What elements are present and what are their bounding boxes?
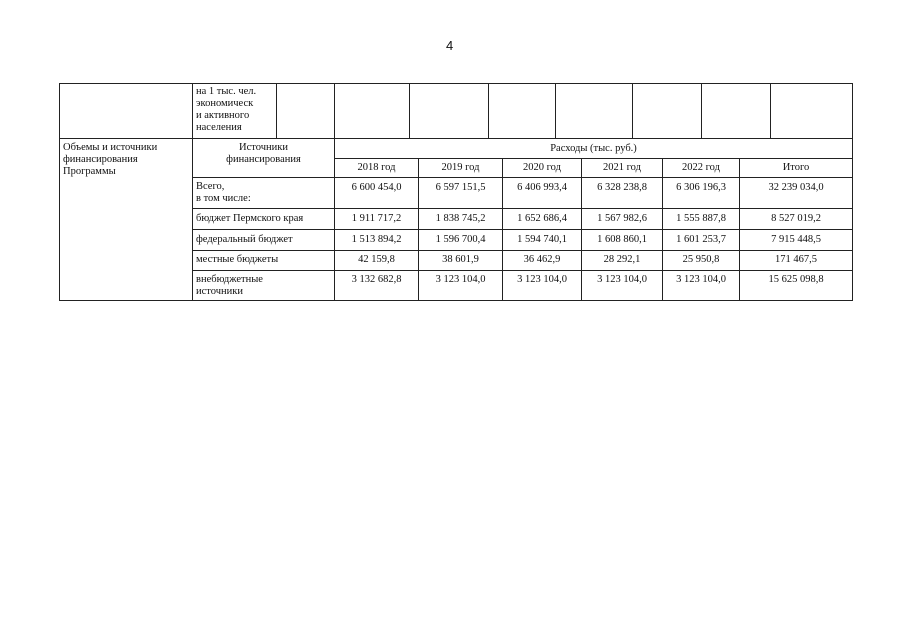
source-label-line: Всего, <box>196 181 225 192</box>
value-text: 1 513 894,2 <box>351 234 402 245</box>
total-text: 7 915 448,5 <box>771 234 821 245</box>
total-text: 8 527 019,2 <box>771 213 821 224</box>
total-text: 32 239 034,0 <box>768 182 824 193</box>
total-text: 171 467,5 <box>775 254 817 265</box>
expenses-header: Расходы (тыс. руб.) <box>550 143 637 154</box>
value-text: 28 292,1 <box>603 254 641 265</box>
value-text: 6 597 151,5 <box>435 182 486 193</box>
value-cell <box>770 83 853 139</box>
total-text: 15 625 098,8 <box>768 274 824 285</box>
value-text: 38 601,9 <box>442 254 479 265</box>
value-text: 1 911 717,2 <box>351 213 402 224</box>
value-text: 1 608 860,1 <box>597 234 647 245</box>
value-cell <box>632 83 702 139</box>
total-header: Итого <box>782 162 810 173</box>
value-text: 3 132 682,8 <box>351 274 402 285</box>
source-label-line: внебюджетные <box>196 274 263 285</box>
indicator-text-line: населения <box>196 122 242 133</box>
section-label-line: финансирования <box>63 154 138 165</box>
section-label-line: Программы <box>63 166 116 177</box>
value-cell <box>409 83 489 139</box>
value-text: 3 123 104,0 <box>517 274 567 285</box>
continuation-label-cell <box>59 83 193 139</box>
value-text: 6 328 238,8 <box>597 182 647 193</box>
source-label-line: в том числе: <box>196 193 251 204</box>
value-text: 1 567 982,6 <box>597 213 647 224</box>
year-header: 2022 год <box>682 162 720 173</box>
value-text: 6 306 196,3 <box>676 182 726 193</box>
year-header: 2020 год <box>523 162 561 173</box>
source-label-line: бюджет Пермского края <box>196 213 304 224</box>
value-text: 6 406 993,4 <box>517 182 567 193</box>
value-text: 42 159,8 <box>358 254 395 265</box>
value-text: 3 123 104,0 <box>435 274 486 285</box>
value-cell <box>276 83 335 139</box>
value-text: 1 594 740,1 <box>517 234 567 245</box>
year-header: 2021 год <box>603 162 641 173</box>
value-text: 1 838 745,2 <box>435 213 486 224</box>
value-text: 1 652 686,4 <box>517 213 567 224</box>
value-cell <box>488 83 556 139</box>
value-cell <box>334 83 410 139</box>
source-label-line: источники <box>196 286 243 297</box>
indicator-text-line: на 1 тыс. чел. <box>196 86 257 97</box>
value-text: 3 123 104,0 <box>597 274 647 285</box>
value-text: 1 555 887,8 <box>676 213 726 224</box>
value-cell <box>701 83 771 139</box>
source-label-line: местные бюджеты <box>196 254 279 265</box>
value-text: 6 600 454,0 <box>351 182 402 193</box>
page-number: 4 <box>446 38 454 53</box>
section-label-line: Объемы и источники <box>63 142 158 153</box>
indicator-text-line: экономическ <box>196 98 254 109</box>
value-text: 1 601 253,7 <box>676 234 726 245</box>
year-header: 2018 год <box>357 162 396 173</box>
indicator-text-line: и активного <box>196 110 250 121</box>
sources-header-line: Источники <box>239 142 288 153</box>
value-text: 36 462,9 <box>523 254 561 265</box>
value-text: 1 596 700,4 <box>435 234 486 245</box>
value-cell <box>555 83 633 139</box>
source-label-line: федеральный бюджет <box>196 234 293 245</box>
value-text: 25 950,8 <box>682 254 720 265</box>
value-text: 3 123 104,0 <box>676 274 726 285</box>
sources-header-line: финансирования <box>226 154 301 165</box>
year-header: 2019 год <box>441 162 480 173</box>
